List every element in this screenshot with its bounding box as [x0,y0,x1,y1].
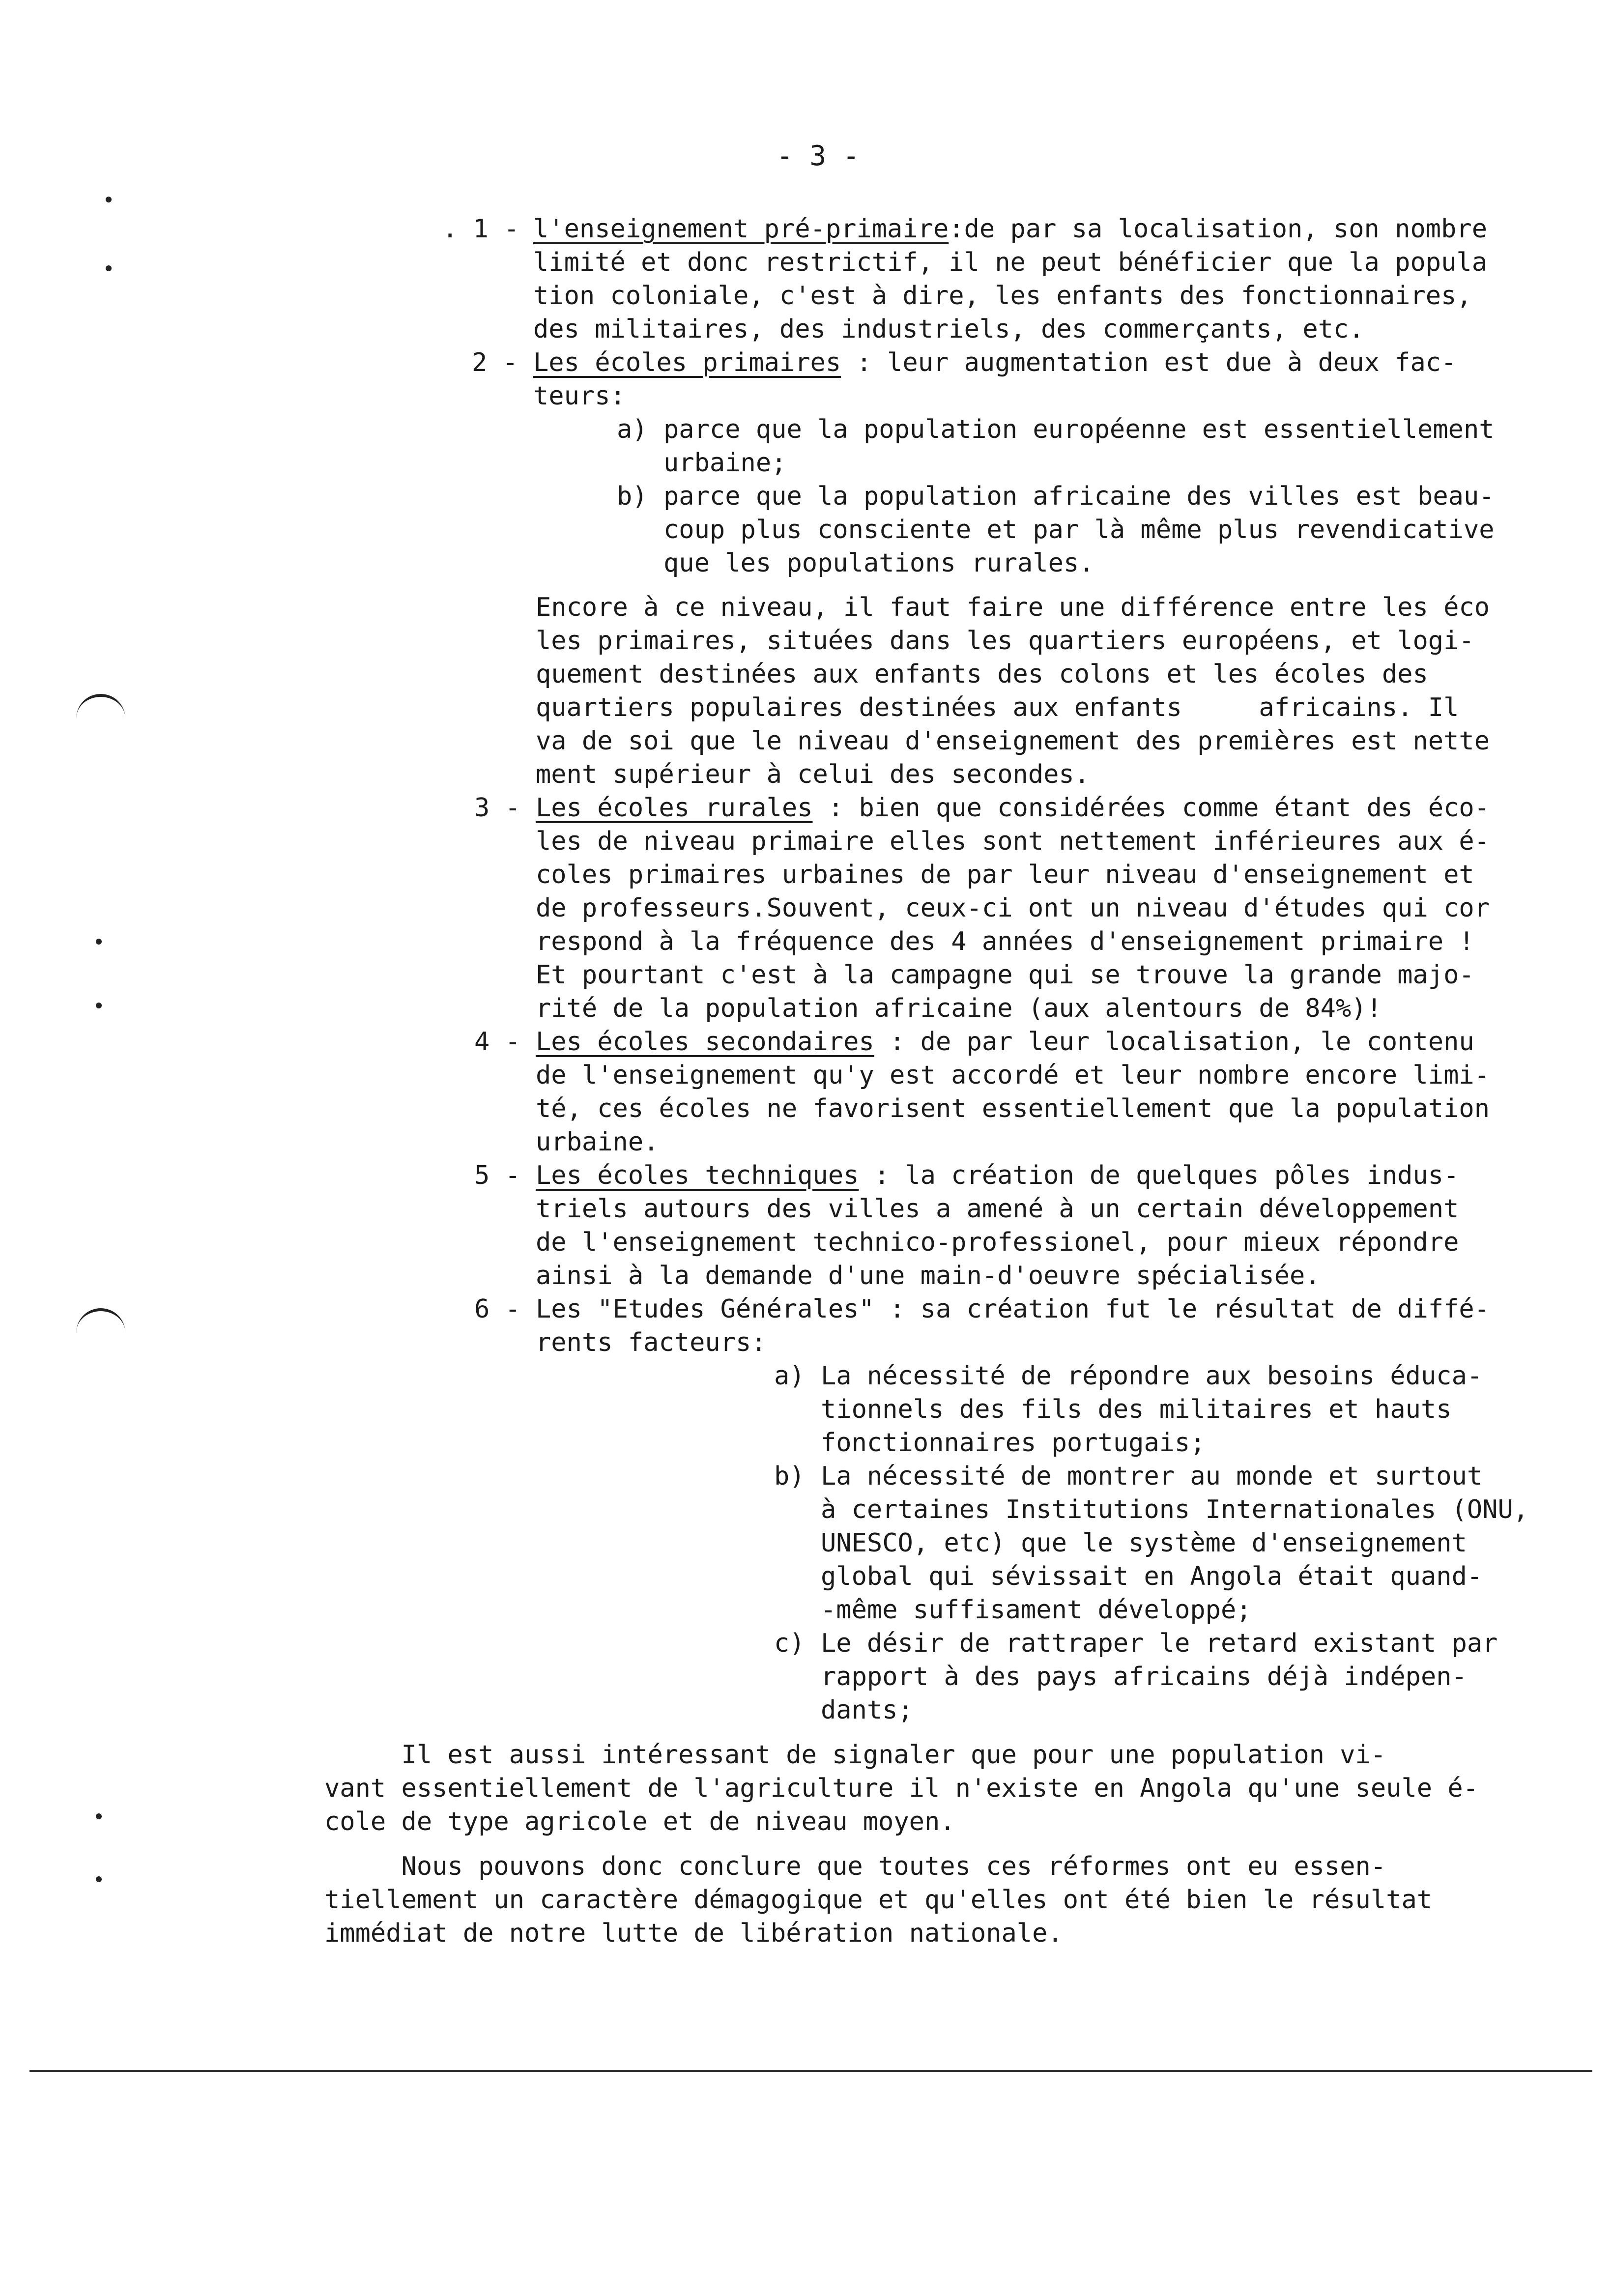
item-6-sub-a-label: a) [774,1361,805,1391]
item-3-first-line [536,795,1490,821]
item-2-number: 2 - [472,348,518,377]
page-number: - 3 - [777,140,860,172]
item-2-title: Les écoles primaires [533,348,841,377]
item-6-sub-c-line: rapport à des pays africains déjà indépen- [821,1662,1467,1692]
item-2-paragraph-line: ment supérieur à celui des secondes. [536,760,1090,789]
item-6-sub-a-line: La nécessité de répondre aux besoins éduca- [821,1361,1483,1391]
item-4-line: té, ces écoles ne favorisent essentiellement que la population [536,1094,1490,1123]
item-3-line: Et pourtant c'est à la campagne qui se trouve la grande majo- [536,960,1474,990]
closing-paragraph-2-line: Nous pouvons donc conclure que toutes ces réformes ont eu essen- [324,1852,1386,1881]
item-4-first-rest: : de par leur localisation, le contenu [874,1027,1474,1057]
margin-dot [106,197,112,202]
closing-paragraph-1-line: cole de type agricole et de niveau moyen. [324,1807,955,1837]
item-5-first-line [536,1163,1459,1188]
item-5-title: Les écoles techniques [536,1161,859,1190]
item-2-first-line [533,350,1456,375]
punch-hole-mark [76,1308,125,1341]
item-1-line: des militaires, des industriels, des commerçants, etc. [533,315,1364,344]
item-3-title: Les écoles rurales [536,793,813,823]
item-6-sub-a-line: fonctionnaires portugais; [821,1428,1206,1458]
item-4-first-line [536,1029,1474,1055]
closing-paragraph-1-line: vant essentiellement de l'agriculture il n'existe en Angola qu'une seule é- [324,1774,1478,1803]
item-5-line: de l'enseignement technico-professionel, pour mieux répondre [536,1228,1459,1257]
item-6-sub-b-line: global qui sévissait en Angola était quand- [821,1562,1483,1591]
item-2-paragraph-line: les primaires, situées dans les quartiers européens, et logi- [536,626,1474,656]
item-2-line: teurs: [533,381,626,411]
item-2-paragraph-line: Encore à ce niveau, il faut faire une différence entre les éco [536,593,1490,622]
item-6-sub-b-line: -même suffisament développé; [821,1595,1252,1625]
item-3-line: les de niveau primaire elles sont nettement inférieures aux é- [536,827,1490,856]
item-1-line: tion coloniale, c'est à dire, les enfants des fonctionnaires, [533,281,1472,311]
item-1-first-rest: :de par sa localisation, son nombre [949,214,1488,244]
item-1-number: . 1 - [442,214,519,244]
item-2-sub-b-line: que les populations rurales. [663,548,1094,578]
item-6-sub-b-line: à certaines Institutions Internationales (ONU, [821,1495,1529,1524]
item-3-number: 3 - [474,793,520,823]
item-2-paragraph-line: va de soi que le niveau d'enseignement des premières est nette [536,726,1490,756]
item-2-first-rest: : leur augmentation est due à deux fac- [841,348,1457,377]
margin-dot [96,1876,102,1882]
margin-dot [96,1003,102,1008]
item-6-line: rents facteurs: [536,1328,767,1357]
item-6-first-line: Les "Etudes Générales" : sa création fut le résultat de diffé- [536,1294,1490,1324]
item-4-line: de l'enseignement qu'y est accordé et leur nombre encore limi- [536,1061,1490,1090]
item-3-line: rité de la population africaine (aux alentours de 84%)! [536,994,1382,1023]
item-4-line: urbaine. [536,1127,659,1157]
item-2-paragraph-line: quartiers populaires destinées aux enfants africains. Il [536,693,1459,722]
closing-paragraph-2-line: tiellement un caractère démagogique et qu'elles ont été bien le résultat [324,1885,1433,1915]
item-1-line: limité et donc restrictif, il ne peut bénéficier que la popula [533,248,1488,277]
item-2-sub-b-line: parce que la population africaine des villes est beau- [663,482,1495,511]
item-3-first-rest: : bien que considérées comme étant des éco- [812,793,1490,823]
item-2-sub-a-label: a) [617,415,648,444]
margin-dot [106,265,112,271]
item-6-sub-a-line: tionnels des fils des militaires et hauts [821,1395,1452,1424]
item-3-line: respond à la fréquence des 4 années d'enseignement primaire ! [536,927,1474,956]
item-4-number: 4 - [474,1027,520,1057]
item-6-sub-b-line: UNESCO, etc) que le système d'enseignement [821,1528,1467,1558]
margin-dot [96,939,102,945]
item-2-sub-a-line: parce que la population européenne est essentiellement [663,415,1495,444]
closing-paragraph-1-line: Il est aussi intéressant de signaler que pour une population vi- [324,1740,1386,1770]
item-3-line: coles primaires urbaines de par leur niveau d'enseignement et [536,860,1474,890]
punch-hole-mark [76,694,125,726]
closing-paragraph-2-line: immédiat de notre lutte de libération nationale. [324,1919,1063,1948]
item-6-number: 6 - [474,1294,520,1324]
item-6-sub-c-line: dants; [821,1695,913,1725]
item-2-sub-b-line: coup plus consciente et par là même plus revendicative [663,515,1495,545]
item-5-first-rest: : la création de quelques pôles indus- [859,1161,1459,1190]
item-6-sub-b-label: b) [774,1462,805,1491]
item-5-line: ainsi à la demande d'une main-d'oeuvre spécialisée. [536,1261,1321,1291]
item-1-title: l'enseignement pré-primaire [533,214,949,244]
item-2-sub-a-line: urbaine; [663,448,787,478]
item-2-paragraph-line: quement destinées aux enfants des colons et les écoles des [536,660,1428,689]
item-4-title: Les écoles secondaires [536,1027,874,1057]
item-2-sub-b-label: b) [617,482,648,511]
item-3-line: de professeurs.Souvent, ceux-ci ont un niveau d'études qui cor [536,893,1490,923]
margin-dot [96,1813,102,1819]
item-6-sub-b-line: La nécessité de montrer au monde et surtout [821,1462,1483,1491]
item-1-first-line [533,216,1487,242]
item-6-sub-c-line: Le désir de rattraper le retard existant par [821,1629,1498,1658]
footer-rule [29,2070,1592,2072]
item-5-number: 5 - [474,1161,520,1190]
item-5-line: triels autours des villes a amené à un certain développement [536,1194,1459,1224]
item-6-sub-c-label: c) [774,1629,805,1658]
